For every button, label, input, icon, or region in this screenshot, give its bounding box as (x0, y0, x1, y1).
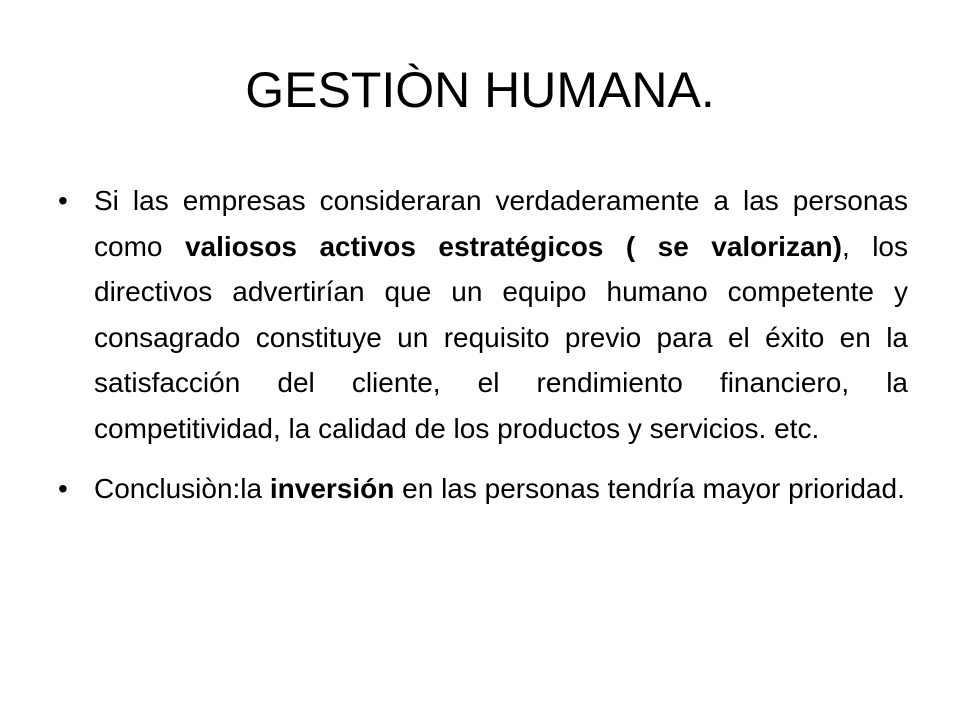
bullet-1-text-part-1: Si las empresas consideraran verdaderamente a las personas como (94, 185, 908, 262)
bullet-dot-icon: • (58, 473, 68, 504)
bullet-text-2 (94, 466, 908, 512)
bullet-2-text-part-2: en las personas tendría mayor prioridad. (394, 473, 905, 504)
bullet-1-bold-phrase: valiosos activos estratégicos ( se valorizan) (184, 230, 842, 262)
bullet-item-1 (58, 178, 908, 451)
bullet-2-text-part-1: Conclusiòn:la (94, 473, 270, 504)
bullet-item-2 (58, 466, 908, 512)
bullet-text-1 (94, 178, 908, 451)
bullet-2-bold-word: inversión (269, 473, 395, 504)
slide-title: GESTIÒN HUMANA. (245, 62, 715, 118)
bullet-1-text-part-2: , los directivos advertirían que un equipo humano competente y consagrado constituye un requisito previo para el éxito en la satisfacción del cliente, el rendimiento financiero, la competitividad, la calidad de los productos y servicios. etc. (94, 230, 908, 444)
bullet-dot-icon: • (58, 185, 68, 216)
bullet-list (58, 178, 908, 527)
